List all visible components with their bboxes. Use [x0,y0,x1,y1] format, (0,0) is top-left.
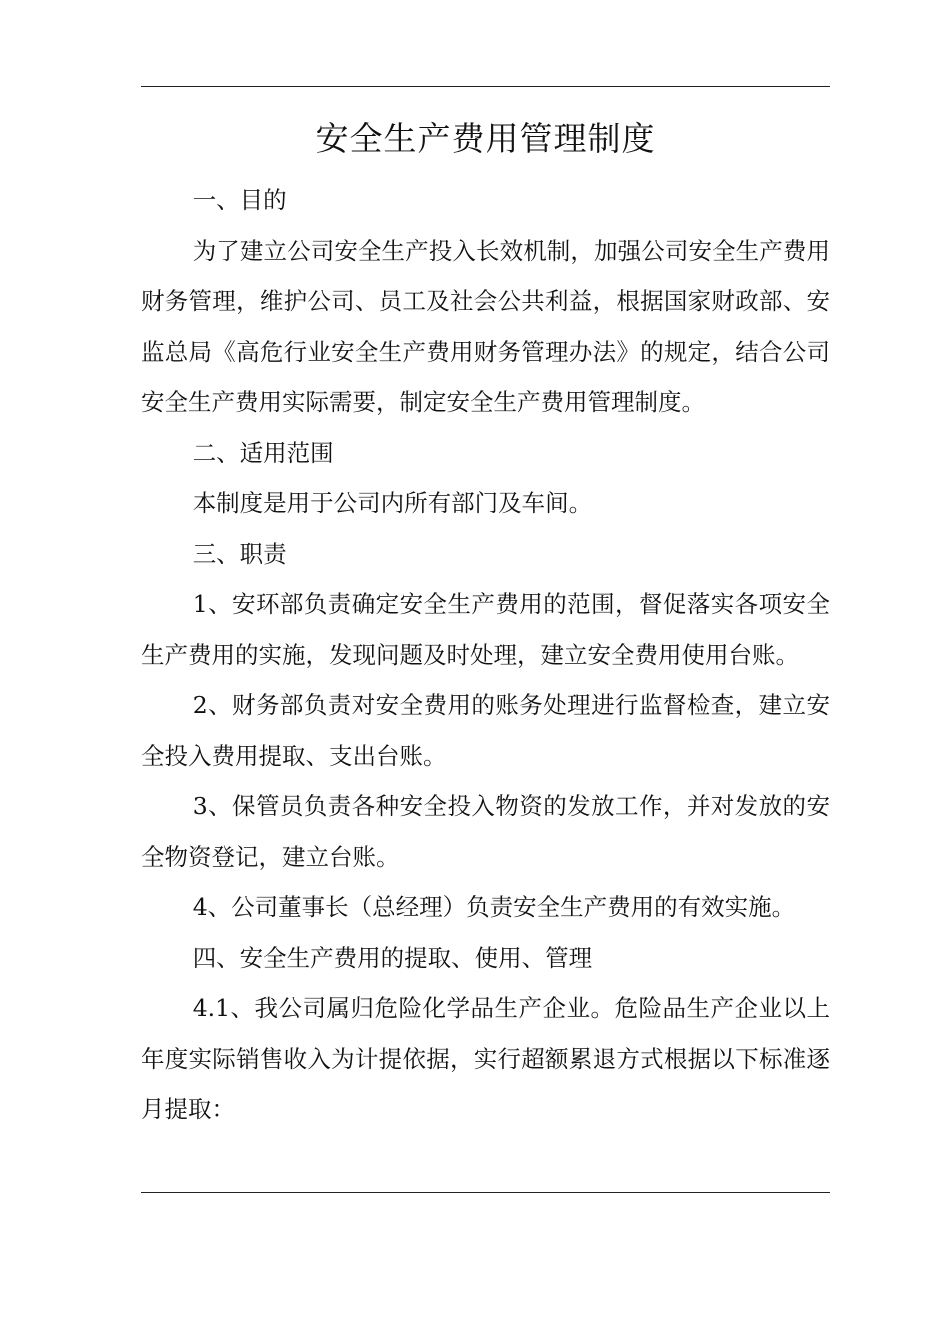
paragraph-scope: 本制度是用于公司内所有部门及车间。 [192,489,593,517]
section-heading-responsibilities: 三、职责 [192,539,287,568]
document-title: 安全生产费用管理制度 [315,119,656,158]
section-heading-fees: 四、安全生产费用的提取、使用、管理 [192,943,593,972]
paragraph-responsibility-2: 2、财务部负责对安全费用的账务处理进行监督检查，建立安全投入费用提取、支出台账。 [141,691,830,770]
section-heading-purpose: 一、目的 [192,186,287,214]
paragraph-responsibility-1: 1、安环部负责确定安全生产费用的范围，督促落实各项安全生产费用的实施，发现问题及时处理，建立安全费用使用台账。 [141,590,830,669]
document-body [141,175,830,1135]
paragraph-responsibility-3: 3、保管员负责各种安全投入物资的发放工作，并对发放的安全物资登记，建立台账。 [141,792,830,871]
paragraph-fees-4-1: 4.1、我公司属归危险化学品生产企业。危险品生产企业以上年度实际销售收入为计提依据，实行超额累退方式根据以下标准逐月提取： [141,994,830,1123]
section-heading-scope: 二、适用范围 [192,438,334,467]
paragraph-responsibility-4: 4、公司董事长（总经理）负责安全生产费用的有效实施。 [192,893,796,921]
footer-rule [141,1192,830,1193]
header-rule [141,86,830,87]
paragraph-purpose: 为了建立公司安全生产投入长效机制，加强公司安全生产费用财务管理，维护公司、员工及社会公共利益，根据国家财政部、安监总局《高危行业安全生产费用财务管理办法》的规定，结合公司安全生产费用实际需要，制定安全生产费用管理制度。 [141,236,830,416]
